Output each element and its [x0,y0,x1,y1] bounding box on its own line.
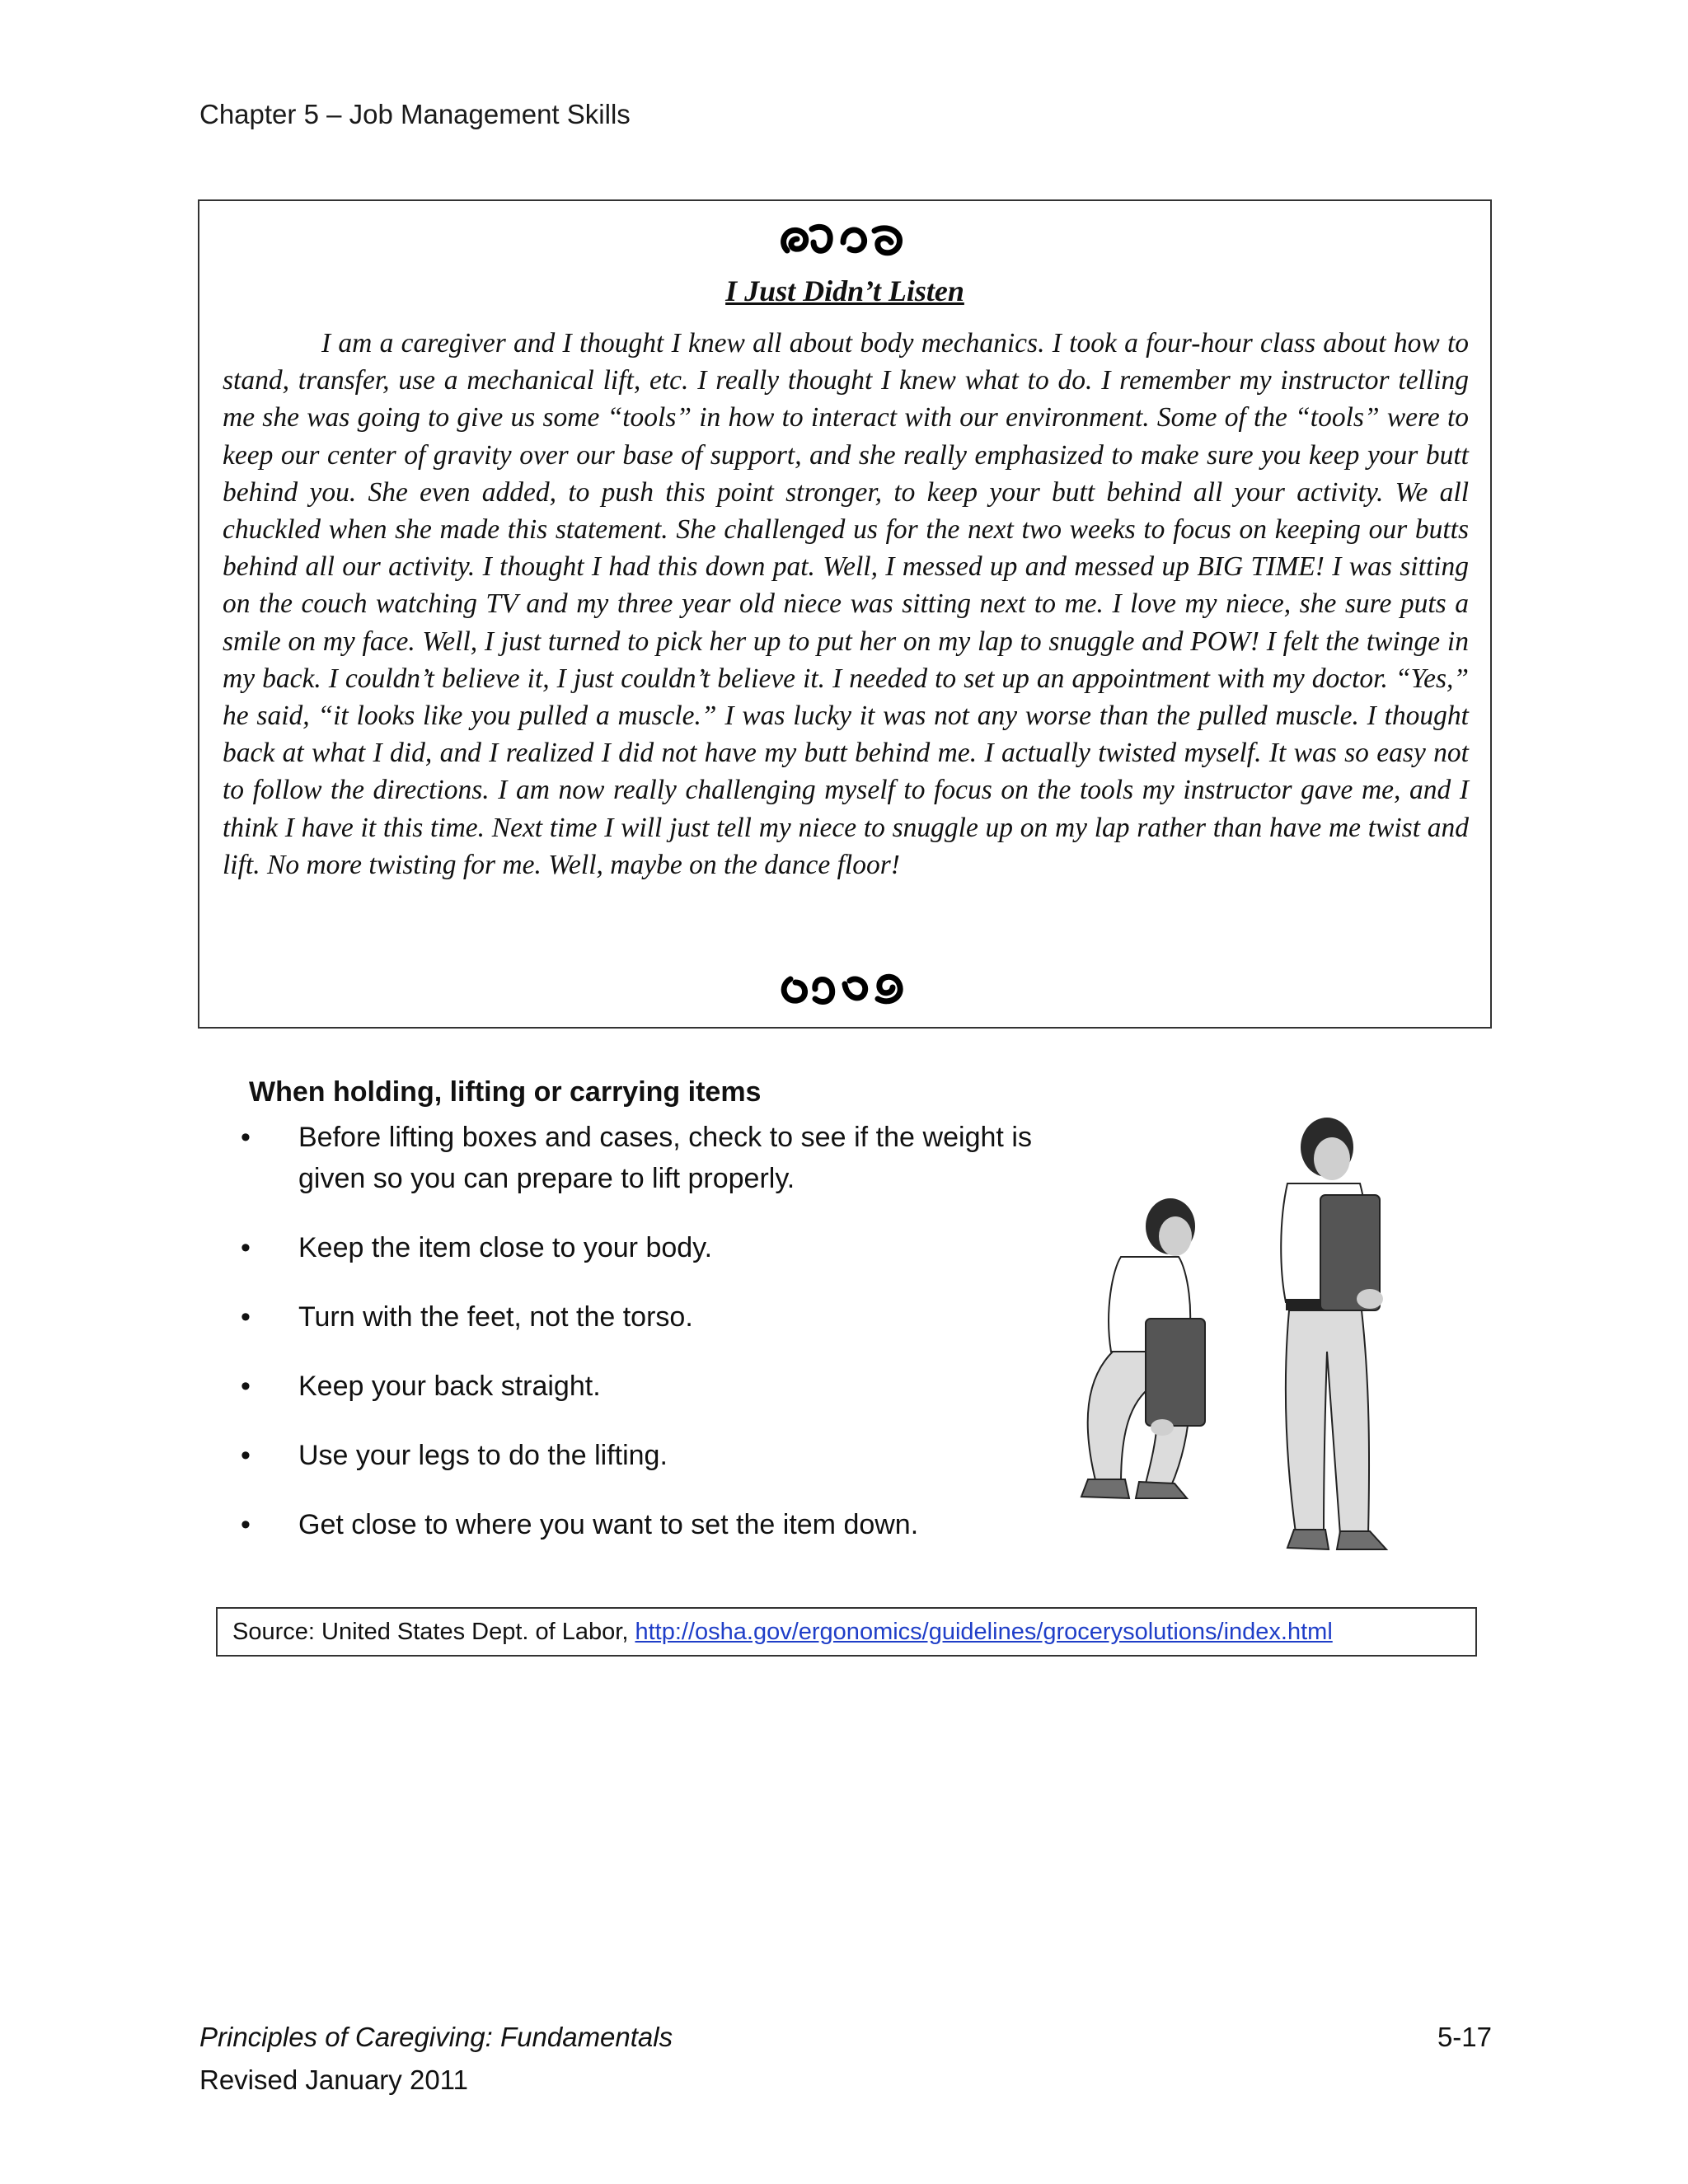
lifting-list [241,1117,1032,1573]
list-item [241,1366,1032,1407]
bullet: • [241,1232,251,1263]
ornament-bottom [199,966,1490,1021]
list-item [241,1227,1032,1268]
lifting-people-image [1063,1104,1418,1566]
ornament-bottom-graphic [771,966,919,1012]
ornament-top [199,218,1490,273]
bullet: • [241,1122,251,1153]
standing-person [1281,1118,1386,1549]
list-item-text: Get close to where you want to set the item down. [298,1509,919,1540]
crouching-person [1081,1198,1205,1498]
chapter-header: Chapter 5 – Job Management Skills [199,99,631,129]
list-item [241,1296,1032,1338]
lifting-illustration [1063,1104,1418,1566]
bullet: • [241,1440,251,1471]
source-citation [216,1607,1477,1657]
list-item-text: Keep the item close to your body. [298,1232,713,1263]
story-text: I am a caregiver and I thought I knew all about body mechanics. I took a four-hour class about how to stand, transfer, use a mechanical lift, etc. I really thought I knew what to do. I remember my instructor telling me she was going to give us some “tools” in how to interact with our environment. Some of the “tools” were to keep our center of gravity over our base of support, and she really emphasized to make sure you keep your butt behind you. She even added, to push this point stronger, to keep your butt behind all your activity. We all chuckled when she made this statement. She challenged us for the next two weeks to focus on keeping our butts behind all our activity. I thought I had this down pat. Well, I messed up and messed up BIG TIME! I was sitting on the couch watching TV and my three year old niece was sitting next to me. I love my niece, she sure puts a smile on my face. Well, I just turned to pick her up to put her on my lap to snuggle and POW! I felt the twinge in my back. I couldn’t believe it, I just couldn’t believe it. I needed to set up an appointment with my doctor. “Yes,” he said, “it looks like you pulled a muscle.” I was lucky it was not any worse than the pulled muscle. I thought back at what I did, and I realized I did not have my butt behind me. I actually twisted myself. It was so easy not to follow the directions. I am now really challenging myself to focus on the tools my instructor gave me, and I think I have it this time. Next time I will just tell my niece to snuggle up on my lap rather than have me twist and lift. No more twisting for me. Well, maybe on the dance floor! [223,328,1469,880]
list-item [241,1117,1032,1199]
list-item-text: Before lifting boxes and cases, check to see if the weight is given so you can prepare to lift properly. [298,1122,1032,1194]
list-item [241,1504,1032,1545]
list-item-text: Turn with the feet, not the torso. [298,1301,693,1333]
footer [199,2016,673,2102]
ornament-top-graphic [771,218,919,264]
story-title: I Just Didn’t Listen [725,274,964,307]
bullet: • [241,1509,251,1540]
list-item-text: Keep your back straight. [298,1371,601,1402]
lifting-heading: When holding, lifting or carrying items [249,1076,762,1108]
footer-revised: Revised January 2011 [199,2064,468,2095]
page-number: 5-17 [1437,2022,1492,2052]
source-label: Source: United States Dept. of Labor, [232,1619,635,1645]
list-item [241,1435,1032,1476]
source-link[interactable]: http://osha.gov/ergonomics/guidelines/grocerysolutions/index.html [635,1619,1333,1645]
list-item-text: Use your legs to do the lifting. [298,1440,668,1471]
bullet: • [241,1301,251,1333]
story-box [198,199,1492,1029]
footer-book-title: Principles of Caregiving: Fundamentals [199,2022,673,2052]
bullet: • [241,1371,251,1402]
